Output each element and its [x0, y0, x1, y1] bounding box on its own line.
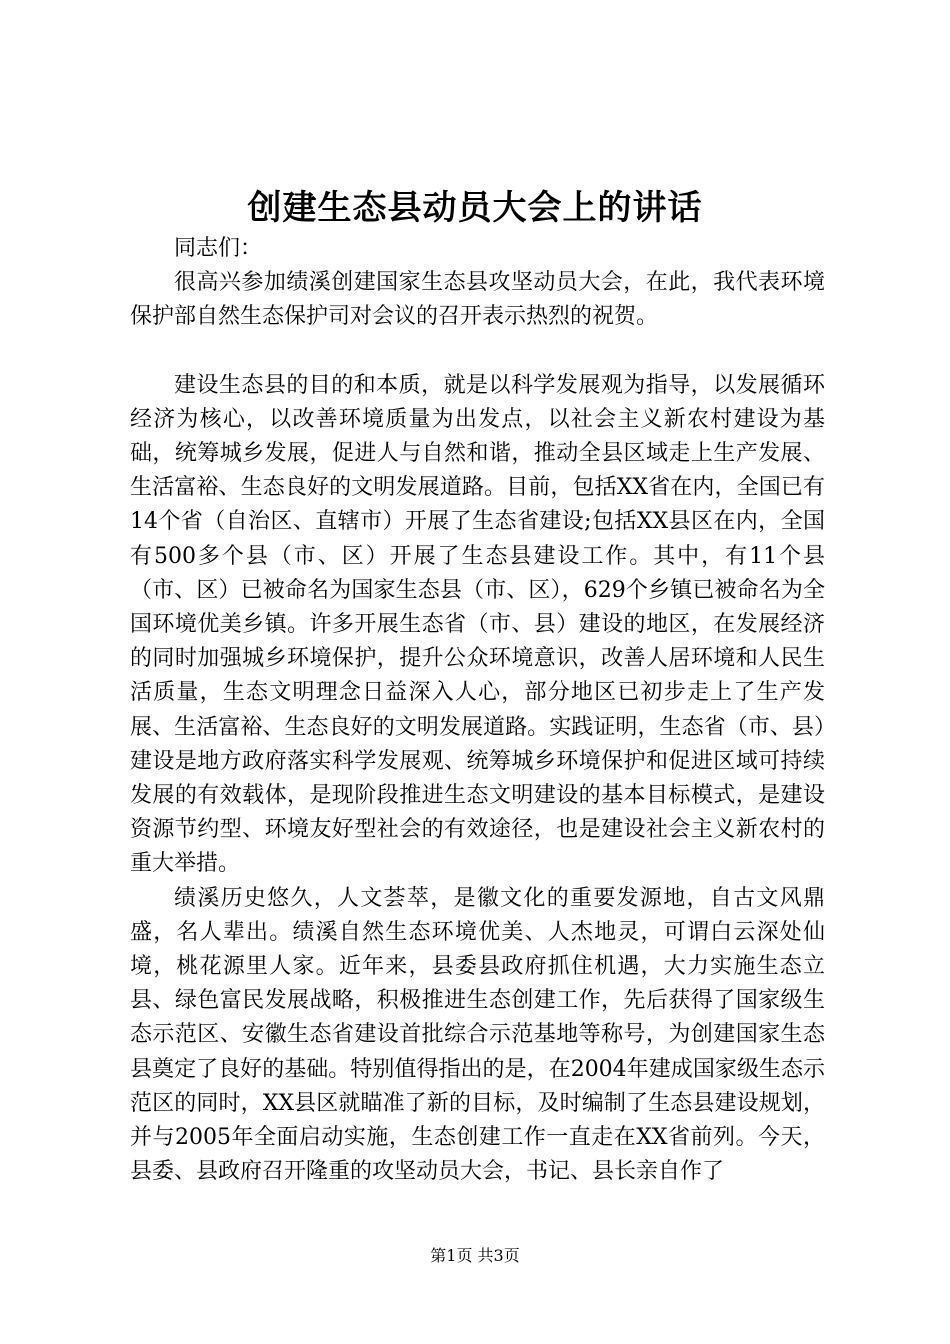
document-body [130, 232, 825, 1189]
paragraph-2: 建设生态县的目的和本质，就是以科学发展观为指导，以发展循环经济为核心，以改善环境质量为出发点，以社会主义新农村建设为基础，统筹城乡发展，促进人与自然和谐，推动全县区域走上生产发展、生活富裕、生态良好的文明发展道路。目前，包括XX省在内，全国已有14个省（自治区、直辖市）开展了生态省建设;包括XX县区在内，全国有500多个县（市、区）开展了生态县建设工作。其中，有11个县（市、区）已被命名为国家生态县（市、区），629个乡镇已被命名为全国环境优美乡镇。许多开展生态省（市、县）建设的地区，在发展经济的同时加强城乡环境保护，提升公众环境意识，改善人居环境和人民生活质量，生态文明理念日益深入人心，部分地区已初步走上了生产发展、生活富裕、生态良好的文明发展道路。实践证明，生态省（市、县）建设是地方政府落实科学发展观、统筹城乡环境保护和促进区域可持续发展的有效载体，是现阶段推进生态文明建设的基本目标模式，是建设资源节约型、环境友好型社会的有效途径，也是建设社会主义新农村的重大举措。 [130, 372, 825, 877]
paragraph-1: 很高兴参加绩溪创建国家生态县攻坚动员大会，在此，我代表环境保护部自然生态保护司对会议的召开表示热烈的祝贺。 [130, 270, 825, 330]
page-footer: 第1页 共3页 [430, 1246, 520, 1265]
salutation: 同志们： [174, 236, 263, 261]
document-title: 创建生态县动员大会上的讲话 [247, 188, 703, 228]
paragraph-3: 绩溪历史悠久，人文荟萃，是徽文化的重要发源地，自古文风鼎盛，名人辈出。绩溪自然生态环境优美、人杰地灵，可谓白云深处仙境，桃花源里人家。近年来，县委县政府抓住机遇，大力实施生态立县、绿色富民发展战略，积极推进生态创建工作，先后获得了国家级生态示范区、安徽生态省建设首批综合示范基地等称号，为创建国家生态县奠定了良好的基础。特别值得指出的是，在2004年建成国家级生态示范区的同时，XX县区就瞄准了新的目标，及时编制了生态县建设规划，并与2005年全面启动实施，生态创建工作一直走在XX省前列。今天，县委、县政府召开隆重的攻坚动员大会，书记、县长亲自作了 [130, 885, 825, 1185]
